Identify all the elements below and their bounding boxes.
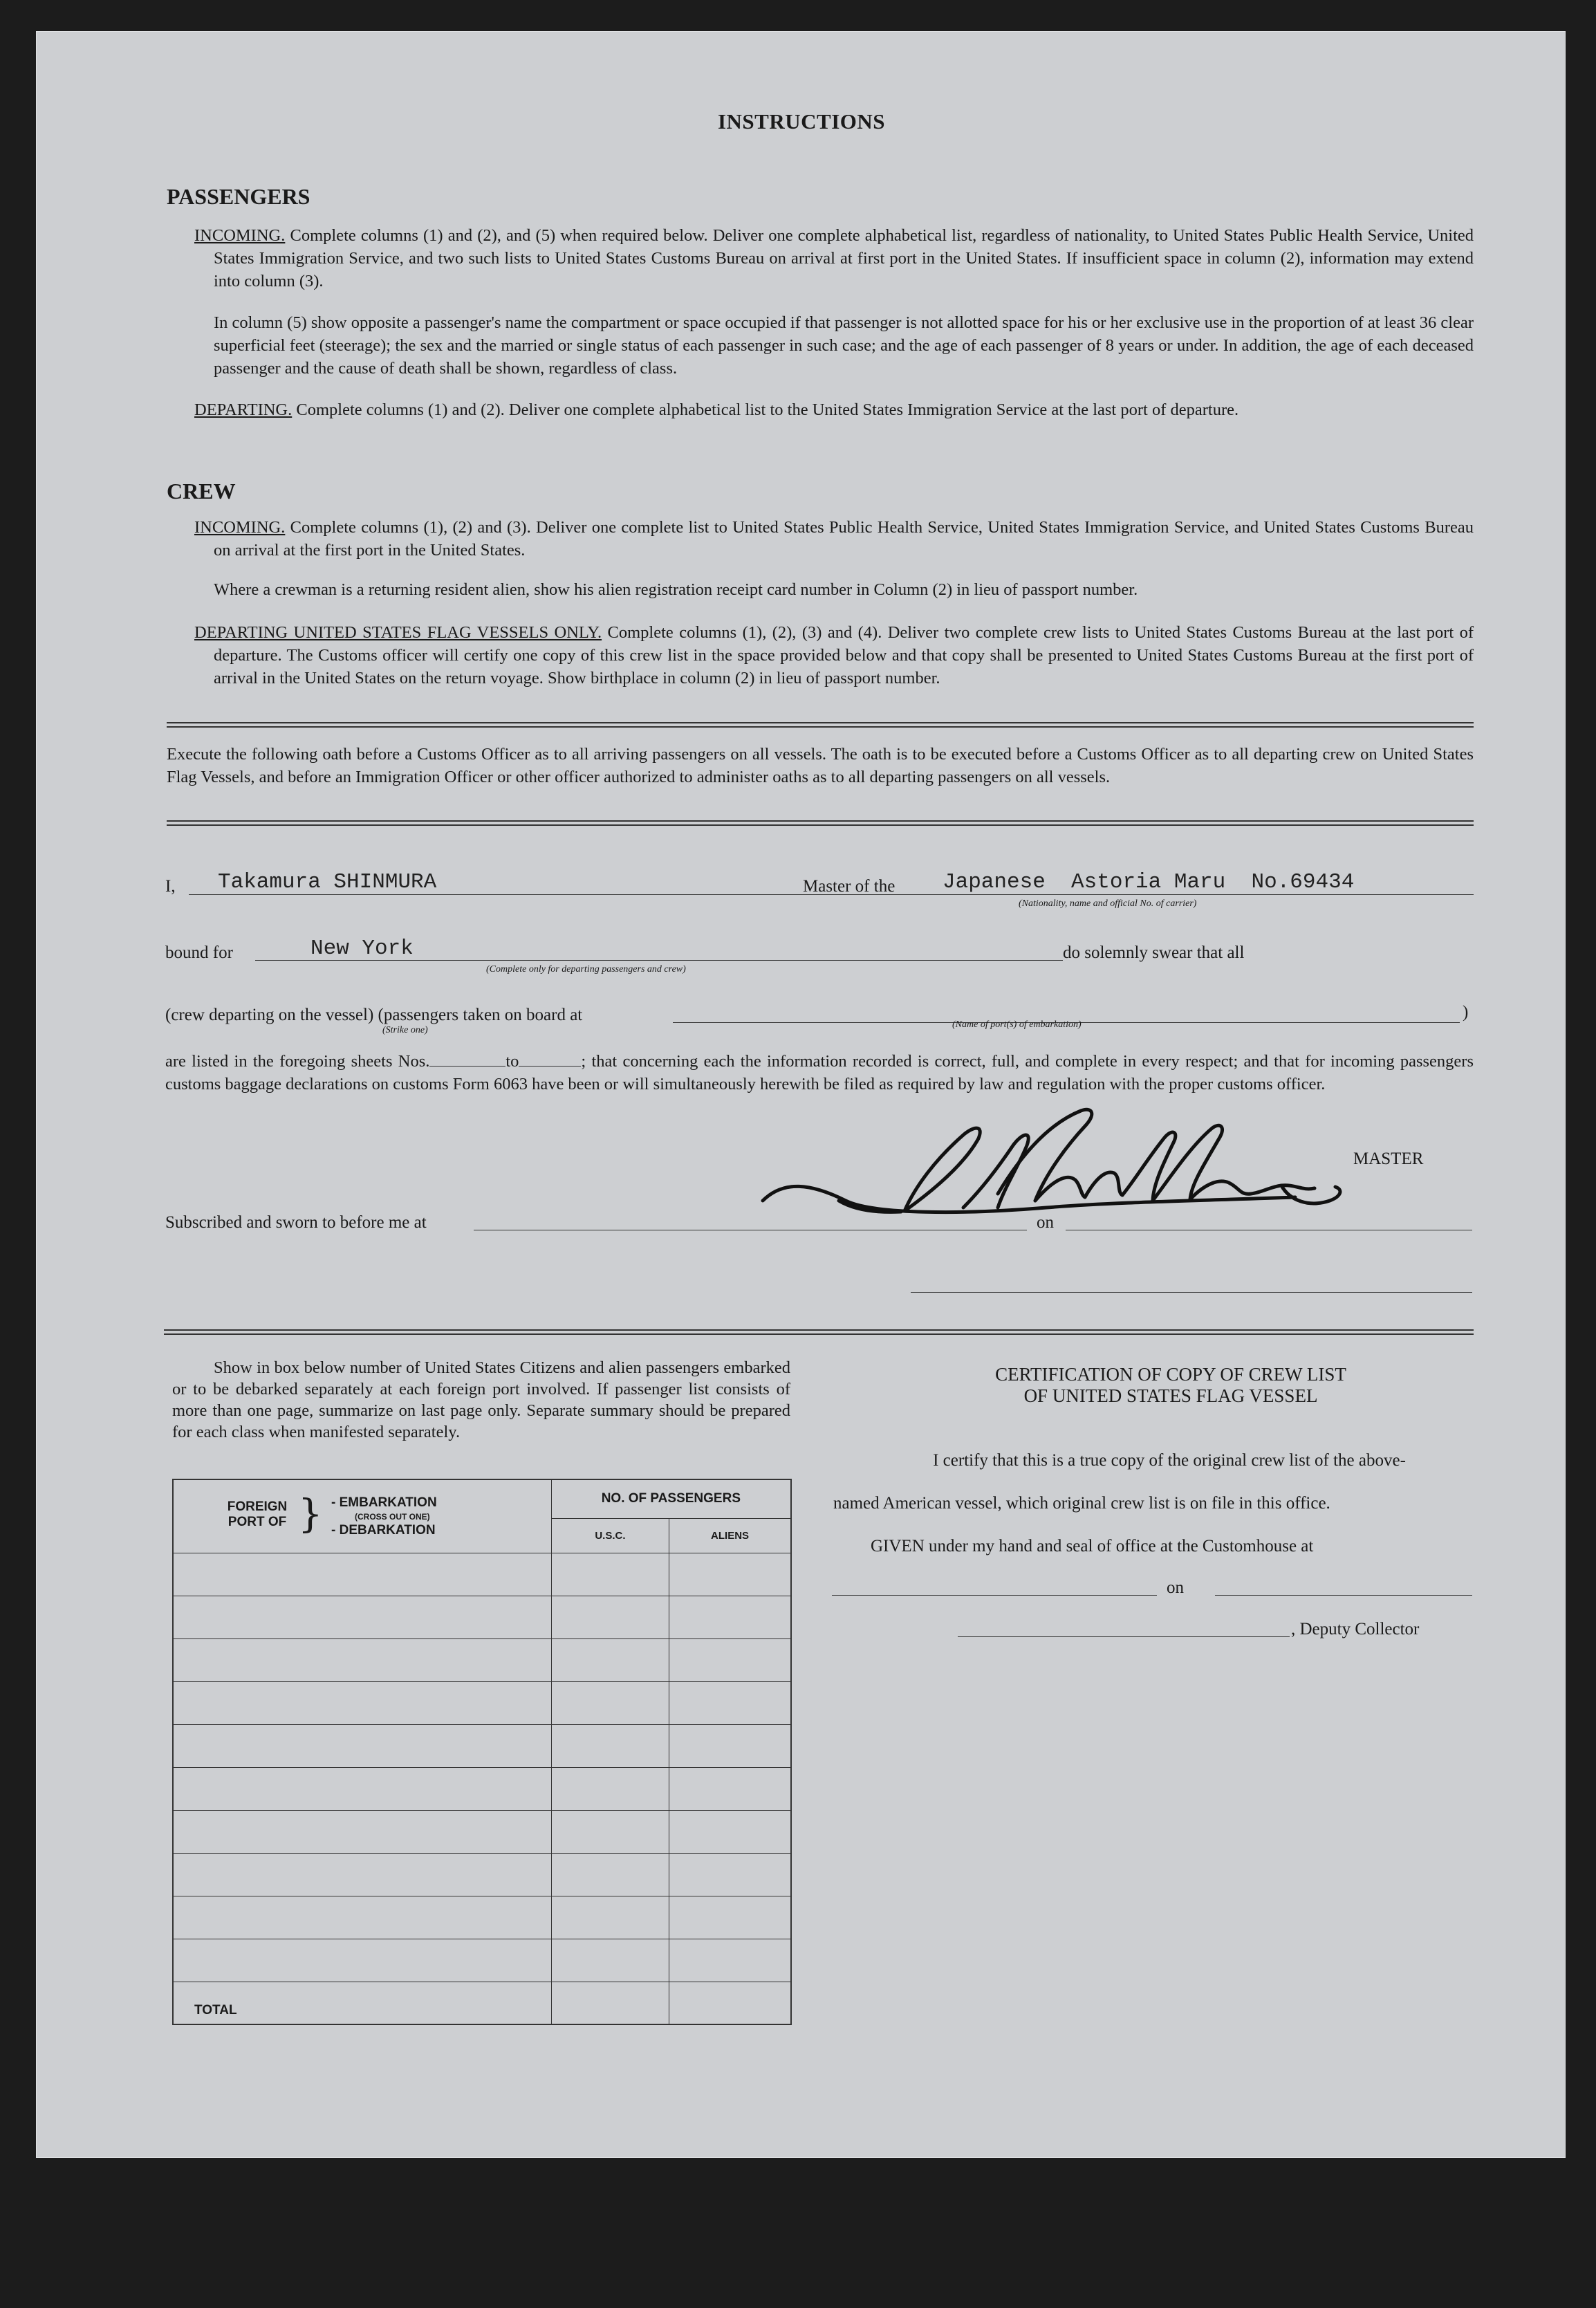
- crew-resident-paragraph: Where a crewman is a returning resident alien, show his alien registration receipt card number in Column (2) in lieu of passport number.: [214, 580, 1138, 599]
- usc-cell[interactable]: [551, 1681, 669, 1724]
- usc-cell[interactable]: [551, 1638, 669, 1681]
- total-label: TOTAL: [173, 1982, 551, 2024]
- passengers-incoming-text: Complete columns (1) and (2), and (5) when required below. Deliver one complete alphabetical list, regardless of nationality, to United States Public Health Service, United States Immigration Service, and two such lists to United States Customs Bureau on arrival at first port in the United States. If insufficient space in column (2), information may extend into column (3).: [214, 226, 1474, 290]
- usc-cell[interactable]: [551, 1553, 669, 1596]
- col-aliens-header: ALIENS: [669, 1518, 791, 1553]
- sheet-to-line[interactable]: [519, 1051, 581, 1067]
- port-cell[interactable]: [173, 1553, 551, 1596]
- passengers-departing-text: Complete columns (1) and (2). Deliver one complete alphabetical list to the United States Immigration Service at the last port of departure.: [296, 400, 1239, 419]
- brace-icon: }: [298, 1492, 323, 1537]
- usc-cell[interactable]: [551, 1853, 669, 1896]
- table-row: [173, 1596, 791, 1638]
- usc-total-cell[interactable]: [551, 1982, 669, 2024]
- master-signature: [756, 1097, 1392, 1242]
- aliens-cell[interactable]: [669, 1939, 791, 1982]
- section-divider: [167, 722, 1474, 728]
- officer-signature-line[interactable]: [911, 1292, 1472, 1293]
- vessel-caption: (Nationality, name and official No. of carrier): [1019, 898, 1197, 909]
- aliens-cell[interactable]: [669, 1767, 791, 1810]
- destination-field[interactable]: New York: [310, 936, 414, 961]
- port-cell[interactable]: [173, 1596, 551, 1638]
- certification-on-label: on: [1167, 1578, 1184, 1597]
- page-title: INSTRUCTIONS: [717, 109, 885, 133]
- bound-for-label: bound for: [165, 943, 233, 962]
- col-port-label: FOREIGN PORT OF: [227, 1499, 288, 1529]
- passengers-column5-paragraph: In column (5) show opposite a passenger's name the compartment or space occupied if that passenger is not allotted space for his or her exclusive use in the proportion of at least 36 clear superficial feet (steerage); the sex and the married or single status of each passenger in such case; and the age of each passenger of 8 years or under. In addition, the age of each deceased passenger and the cause of death shall be shown, regardless of class.: [214, 313, 1474, 378]
- col-passengers-header: NO. OF PASSENGERS: [551, 1479, 791, 1518]
- certify-text-line2: named American vessel, which original crew list is on file in this office.: [833, 1494, 1330, 1513]
- table-row: [173, 1896, 791, 1939]
- passengers-heading: PASSENGERS: [167, 184, 310, 209]
- close-paren: ): [1463, 1003, 1469, 1022]
- listed-text: ; that concerning each the information recorded is correct, full, and complete in every respect; and that for incoming passengers customs baggage declarations on customs Form 6063 have been or will simultaneously herewith be filed as required by law and regulation with the proper customs officer.: [165, 1052, 1474, 1093]
- table-row: [173, 1724, 791, 1767]
- aliens-cell[interactable]: [669, 1681, 791, 1724]
- customhouse-line[interactable]: [832, 1595, 1157, 1596]
- port-cell[interactable]: [173, 1810, 551, 1853]
- listed-paragraph: [165, 1050, 1474, 1096]
- aliens-cell[interactable]: [669, 1724, 791, 1767]
- aliens-cell[interactable]: [669, 1638, 791, 1681]
- port-cell[interactable]: [173, 1939, 551, 1982]
- usc-cell[interactable]: [551, 1939, 669, 1982]
- aliens-cell[interactable]: [669, 1596, 791, 1638]
- aliens-cell[interactable]: [669, 1810, 791, 1853]
- crew-incoming-text: Complete columns (1), (2) and (3). Deliver one complete list to United States Public Health Service, United States Immigration Service, and United States Customs Bureau on arrival at the first port in the United States.: [214, 518, 1474, 560]
- section-divider: [164, 1329, 1474, 1335]
- oath-i-label: I,: [165, 877, 176, 896]
- section-divider: [167, 820, 1474, 826]
- table-row: [173, 1553, 791, 1596]
- usc-cell[interactable]: [551, 1596, 669, 1638]
- deputy-collector-line[interactable]: [958, 1636, 1290, 1637]
- vessel-line: [913, 894, 1474, 895]
- table-row: [173, 1853, 791, 1896]
- listed-prefix: are listed in the foregoing sheets Nos.: [165, 1052, 430, 1071]
- passengers-departing-paragraph: [194, 398, 1474, 421]
- master-label: MASTER: [1353, 1150, 1424, 1168]
- certification-title-line2: OF UNITED STATES FLAG VESSEL: [1023, 1385, 1318, 1406]
- strike-caption: (Strike one): [382, 1025, 428, 1035]
- usc-cell[interactable]: [551, 1724, 669, 1767]
- aliens-cell[interactable]: [669, 1853, 791, 1896]
- aliens-cell[interactable]: [669, 1553, 791, 1596]
- crew-departing-text: (crew departing on the vessel) (passengers taken on board at: [165, 1006, 583, 1024]
- master-name-field[interactable]: Takamura SHINMURA: [218, 870, 437, 894]
- crew-incoming-paragraph: [194, 516, 1474, 562]
- usc-cell[interactable]: [551, 1810, 669, 1853]
- to-label: to: [505, 1052, 519, 1071]
- embarkation-label: - EMBARKATION: [331, 1495, 437, 1510]
- table-row: [173, 1767, 791, 1810]
- certify-text-line1: I certify that this is a true copy of the original crew list of the above-: [933, 1451, 1406, 1470]
- crew-departing-label: DEPARTING UNITED STATES FLAG VESSELS ONLY.: [194, 623, 602, 642]
- oath-instructions: Execute the following oath before a Customs Officer as to all arriving passengers on all vessels. The oath is to be executed before a Customs Officer as to all departing crew on United States Flag Vessels, and before an Immigration Officer or other officer authorized to administer oaths as to all departing passengers on all vessels.: [167, 745, 1474, 786]
- col-port-header: [173, 1479, 551, 1553]
- total-row: [173, 1982, 791, 2024]
- col-usc-header: U.S.C.: [551, 1518, 669, 1553]
- port-cell[interactable]: [173, 1638, 551, 1681]
- port-cell[interactable]: [173, 1724, 551, 1767]
- table-row: [173, 1681, 791, 1724]
- passenger-summary-table: [172, 1479, 792, 2025]
- aliens-cell[interactable]: [669, 1896, 791, 1939]
- table-row: [173, 1638, 791, 1681]
- crew-departing-text: Complete columns (1), (2), (3) and (4). Deliver two complete crew lists to United States Customs Bureau at the last port of departure. The Customs officer will certify one copy of this crew list in the space provided below and that copy shall be presented to United States Customs Bureau at the first port of arrival in the United States on the return voyage. Show birthplace in column (2) in lieu of passport number.: [214, 623, 1474, 687]
- bound-caption: (Complete only for departing passengers and crew): [486, 964, 686, 975]
- table-row: [173, 1939, 791, 1982]
- usc-cell[interactable]: [551, 1767, 669, 1810]
- port-cell[interactable]: [173, 1896, 551, 1939]
- sheet-from-line[interactable]: [429, 1051, 505, 1067]
- cross-out-label: (CROSS OUT ONE): [355, 1512, 430, 1522]
- subscribed-on-label: on: [1037, 1213, 1054, 1232]
- crew-departing-paragraph: [194, 621, 1474, 690]
- certification-title-line1: CERTIFICATION OF COPY OF CREW LIST: [995, 1364, 1346, 1385]
- summary-instructions: Show in box below number of United States Citizens and alien passengers embarked or to be debarked separately at each foreign port involved. If passenger list consists of more than one page, summarize on last page only. Separate summary should be prepared for each class when manifested separately.: [172, 1358, 790, 1441]
- table-row: [173, 1810, 791, 1853]
- certification-date-line[interactable]: [1215, 1595, 1472, 1596]
- port-cell[interactable]: [173, 1681, 551, 1724]
- crew-heading: CREW: [167, 479, 236, 504]
- passengers-incoming-paragraph: [194, 224, 1474, 293]
- deputy-collector-label: , Deputy Collector: [1291, 1620, 1420, 1638]
- usc-cell[interactable]: [551, 1896, 669, 1939]
- certification-title: [866, 1364, 1475, 1407]
- form-sheet: [36, 31, 1566, 2158]
- subscribed-label: Subscribed and sworn to before me at: [165, 1213, 427, 1232]
- passengers-incoming-label: INCOMING.: [194, 226, 286, 245]
- master-of-label: Master of the: [803, 877, 896, 896]
- passengers-departing-label: DEPARTING.: [194, 400, 293, 419]
- given-text: GIVEN under my hand and seal of office at the Customhouse at: [871, 1537, 1314, 1555]
- crew-incoming-label: INCOMING.: [194, 518, 286, 537]
- swear-text: do solemnly swear that all: [1063, 943, 1245, 962]
- debarkation-label: - DEBARKATION: [331, 1523, 436, 1538]
- port-cell[interactable]: [173, 1853, 551, 1896]
- ports-caption: (Name of port(s) of embarkation): [952, 1019, 1082, 1030]
- aliens-total-cell[interactable]: [669, 1982, 791, 2024]
- vessel-field[interactable]: Japanese Astoria Maru No.69434: [943, 870, 1355, 894]
- port-cell[interactable]: [173, 1767, 551, 1810]
